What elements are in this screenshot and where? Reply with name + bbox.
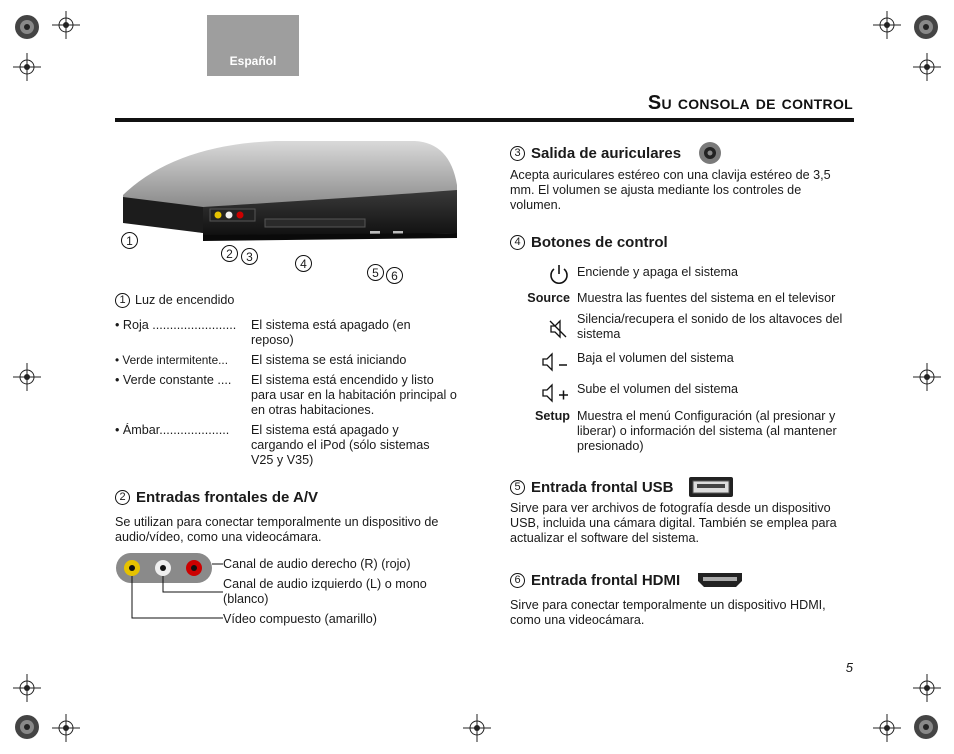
setup-label: Setup — [535, 409, 570, 423]
control-row: Baja el volumen del sistema — [510, 351, 870, 376]
volume-up-icon — [540, 382, 570, 404]
console-image — [115, 135, 460, 260]
control-row: Sube el volumen del sistema — [510, 382, 870, 407]
volume-down-icon — [540, 351, 570, 373]
av-jacks-diagram — [115, 550, 230, 630]
callout-1: 1 — [121, 232, 138, 249]
section-headphone — [510, 142, 855, 213]
section-heading: Entrada frontal USB — [531, 478, 674, 496]
language-label: Español — [229, 54, 277, 68]
jack-video-label: Vídeo compuesto (amarillo) — [223, 612, 377, 626]
jack-left-label: Canal de audio izquierdo (L) o mono (blanco) — [223, 577, 427, 606]
section-body: Acepta auriculares estéreo con una clavija estéreo de 3,5 mm. El volumen se ajusta mediante los controles de volumen. — [510, 168, 831, 212]
section-number: 4 — [510, 235, 525, 250]
section-heading: Entradas frontales de A/V — [136, 489, 318, 506]
page-title: Su consola de control — [647, 92, 853, 114]
section-body: Sirve para conectar temporalmente un dispositivo HDMI, como una videocámara. — [510, 598, 826, 627]
list-item: • Roja ........................ El sistema está apagado (en reposo) — [115, 318, 411, 347]
control-row: Enciende y apaga el sistema — [510, 263, 870, 288]
section-av-inputs — [115, 489, 465, 545]
control-row: Silencia/recupera el sonido de los altavoces del sistema — [510, 312, 870, 343]
section-heading: Luz de encendido — [135, 293, 235, 307]
hdmi-port-icon — [696, 570, 744, 590]
section-body: Se utilizan para conectar temporalmente un dispositivo de audio/vídeo, como una videocámara. — [115, 515, 439, 544]
section-number: 6 — [510, 573, 525, 588]
section-number: 2 — [115, 490, 130, 505]
power-icon — [548, 263, 570, 285]
title-rule — [115, 118, 854, 122]
section-number: 3 — [510, 146, 525, 161]
list-item: • Ámbar.................... El sistema está apagado y cargando el iPod (sólo sistemas V25 y V35) — [115, 423, 430, 467]
list-item: • Verde intermitente... El sistema se está iniciando — [115, 353, 407, 367]
control-row: Source Muestra las fuentes del sistema en el televisor — [510, 291, 870, 306]
source-label: Source — [527, 291, 570, 305]
console-figure — [115, 135, 460, 285]
mute-icon — [548, 318, 570, 340]
section-heading: Entrada frontal HDMI — [531, 571, 681, 589]
headphone-jack-icon — [697, 142, 723, 164]
control-row: Setup Muestra el menú Configuración (al presionar y liberar) o información del sistema (al mantener presionado) — [510, 409, 870, 454]
callout-3: 3 — [241, 248, 258, 265]
language-tab — [207, 15, 299, 76]
section-hdmi — [510, 570, 855, 628]
section-usb — [510, 476, 855, 546]
page-number: 5 — [845, 660, 853, 675]
section-heading: Salida de auriculares — [531, 144, 682, 162]
section-heading: Botones de control — [531, 234, 668, 251]
callout-4: 4 — [295, 255, 312, 272]
section-number: 1 — [115, 293, 130, 308]
list-item: • Verde constante .... El sistema está encendido y listo para usar en la habitación principal o en otras habitaciones. — [115, 373, 457, 417]
jack-right-label: Canal de audio derecho (R) (rojo) — [223, 557, 411, 571]
section-control-buttons — [510, 234, 865, 251]
section-number: 5 — [510, 480, 525, 495]
usb-port-icon — [688, 476, 734, 498]
section-body: Sirve para ver archivos de fotografía desde un dispositivo USB, incluida una cámara digital. También se emplea para actualizar el software del sistema. — [510, 501, 837, 545]
section-power-light — [115, 293, 465, 468]
callout-2: 2 — [221, 245, 238, 262]
callout-6: 6 — [386, 267, 403, 284]
callout-5: 5 — [367, 264, 384, 281]
